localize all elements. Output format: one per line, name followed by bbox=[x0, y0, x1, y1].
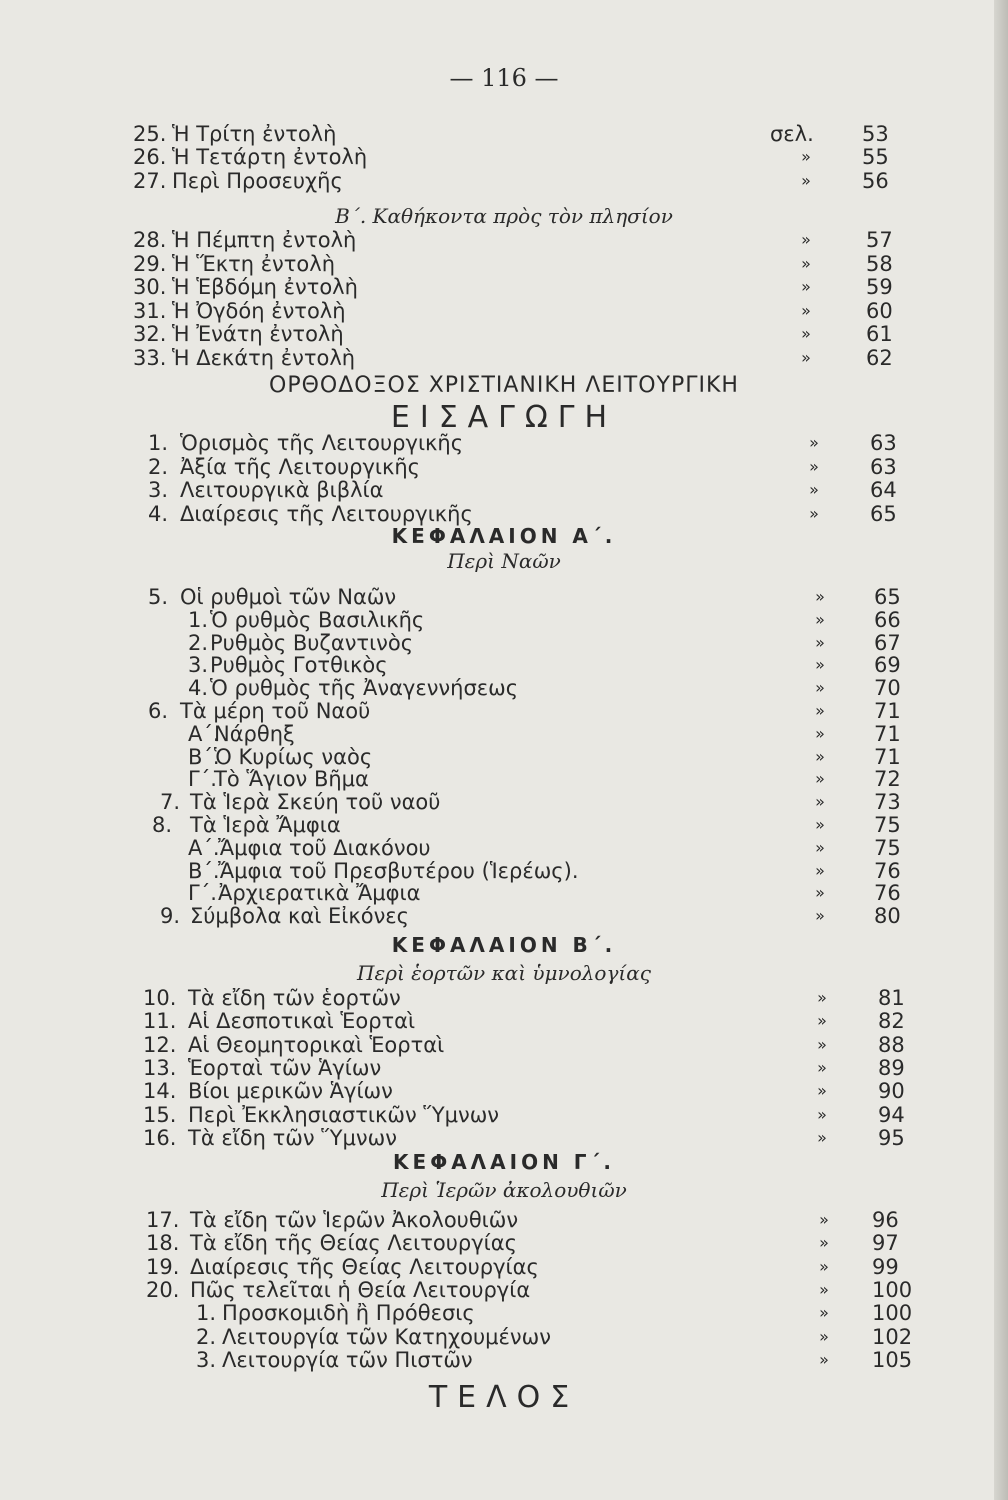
entry-page: 90 bbox=[878, 1079, 905, 1104]
entry-number: 31. bbox=[133, 298, 167, 323]
toc-entry bbox=[0, 836, 1008, 860]
entry-number: 2. bbox=[196, 1324, 217, 1349]
entry-page: 62 bbox=[866, 345, 893, 370]
entry-title: Ὁ ρυθμὸς τῆς Ἀναγεννήσεως bbox=[210, 676, 519, 701]
ditto-mark: » bbox=[815, 792, 825, 812]
entry-page: 97 bbox=[872, 1231, 899, 1256]
toc-entry bbox=[0, 585, 1008, 609]
entry-page: 55 bbox=[862, 145, 889, 170]
toc-entry bbox=[0, 1325, 1008, 1349]
toc-entry bbox=[0, 252, 1008, 276]
toc-entry bbox=[0, 169, 1008, 193]
ditto-mark: » bbox=[815, 632, 825, 652]
entry-number: 33. bbox=[133, 345, 167, 370]
entry-number: 13. bbox=[143, 1055, 177, 1080]
ditto-mark: » bbox=[809, 433, 819, 452]
entry-title: Ἀρχιερατικὰ Ἄμφια bbox=[218, 881, 421, 906]
ditto-mark: » bbox=[815, 883, 825, 903]
entry-page: 59 bbox=[866, 275, 893, 299]
entry-page: 105 bbox=[872, 1347, 913, 1372]
ditto-mark: » bbox=[817, 1104, 827, 1124]
ditto-mark: » bbox=[819, 1279, 829, 1299]
toc-entry bbox=[0, 322, 1008, 346]
entry-page: 88 bbox=[878, 1032, 905, 1057]
toc-entry bbox=[0, 1231, 1008, 1255]
entry-number: 7. bbox=[160, 790, 181, 815]
ditto-mark: » bbox=[801, 230, 811, 249]
toc-entry bbox=[0, 986, 1008, 1010]
entry-page: 67 bbox=[874, 630, 901, 655]
chapter-heading: ΚΕΦΑΛΑΙΟΝ Γ΄. bbox=[393, 1150, 615, 1174]
toc-entry bbox=[0, 299, 1008, 323]
entry-page: 75 bbox=[874, 813, 901, 837]
page-label: σελ. bbox=[770, 122, 814, 146]
ditto-mark: » bbox=[817, 1127, 827, 1147]
entry-page: 76 bbox=[874, 881, 901, 906]
ditto-mark: » bbox=[801, 170, 811, 190]
entry-title: Τὰ εἴδη τῶν ἑορτῶν bbox=[188, 986, 401, 1010]
entry-number: 25. bbox=[133, 122, 167, 146]
entry-title: Ἡ Τετάρτη ἐντολὴ bbox=[172, 145, 368, 170]
entry-title: Περὶ Προσευχῆς bbox=[172, 168, 343, 193]
entry-title: Τὰ εἴδη τῶν Ἱερῶν Ἀκολουθιῶν bbox=[190, 1208, 519, 1232]
entry-number: 18. bbox=[146, 1231, 180, 1256]
entry-title: Ρυθμὸς Βυζαντινὸς bbox=[210, 630, 414, 655]
entry-number: 1. bbox=[148, 431, 169, 455]
entry-title: Νάρθηξ bbox=[214, 721, 295, 746]
toc-entry bbox=[0, 1103, 1008, 1127]
toc-entry bbox=[0, 275, 1008, 299]
entry-title: Ἡ Ἑβδόμη ἐντολὴ bbox=[172, 275, 358, 299]
entry-number: 9. bbox=[160, 904, 181, 929]
toc-entry bbox=[0, 904, 1008, 928]
entry-number: 4. bbox=[188, 676, 209, 701]
ditto-mark: » bbox=[801, 253, 811, 273]
ditto-mark: » bbox=[817, 1011, 827, 1031]
toc-entry bbox=[0, 676, 1008, 700]
entry-number: 19. bbox=[146, 1254, 180, 1279]
toc-entry bbox=[0, 1079, 1008, 1103]
entry-title: Ἄμφια τοῦ Διακόνου bbox=[218, 835, 431, 860]
entry-number: Γ΄. bbox=[188, 767, 217, 792]
entry-page: 75 bbox=[874, 835, 901, 860]
entry-page: 69 bbox=[874, 653, 901, 678]
ditto-mark: » bbox=[815, 860, 825, 880]
toc-entry bbox=[0, 790, 1008, 814]
entry-title: Λειτουργικὰ βιβλία bbox=[180, 478, 384, 502]
toc-entry bbox=[0, 431, 1008, 455]
ditto-mark: » bbox=[815, 655, 825, 675]
toc-entry bbox=[0, 699, 1008, 723]
entry-number: Γ΄. bbox=[188, 881, 217, 906]
toc-entry bbox=[0, 1208, 1008, 1232]
entry-title: Ἡ Πέμπτη ἐντολὴ bbox=[172, 228, 357, 252]
entry-page: 81 bbox=[878, 986, 905, 1010]
entry-number: 2. bbox=[148, 454, 169, 479]
ditto-mark: » bbox=[801, 300, 811, 320]
toc-entry bbox=[0, 145, 1008, 169]
main-title: ΟΡΘΟΔΟΞΟΣ ΧΡΙΣΤΙΑΝΙΚΗ ΛΕΙΤΟΥΡΓΙΚΗ bbox=[269, 373, 739, 398]
toc-entry bbox=[0, 653, 1008, 677]
entry-page: 71 bbox=[874, 721, 901, 746]
entry-page: 80 bbox=[874, 904, 901, 929]
entry-page: 100 bbox=[872, 1301, 913, 1326]
entry-page: 73 bbox=[874, 790, 901, 815]
entry-number: 28. bbox=[133, 228, 167, 252]
entry-title: Βίοι μερικῶν Ἁγίων bbox=[188, 1079, 393, 1104]
ditto-mark: » bbox=[817, 1057, 827, 1077]
ditto-mark: » bbox=[819, 1303, 829, 1323]
toc-entry bbox=[0, 1033, 1008, 1057]
ditto-mark: » bbox=[819, 1210, 829, 1229]
ditto-mark: » bbox=[815, 678, 825, 698]
entry-title: Οἱ ρυθμοὶ τῶν Ναῶν bbox=[180, 585, 397, 609]
toc-entry bbox=[0, 722, 1008, 746]
entry-title: Τὰ μέρη τοῦ Ναοῦ bbox=[180, 699, 371, 723]
entry-page: 96 bbox=[872, 1208, 899, 1232]
ditto-mark: » bbox=[801, 147, 811, 167]
entry-number: Α΄. bbox=[188, 721, 220, 746]
page-number: — 116 — bbox=[449, 64, 559, 92]
entry-title: Διαίρεσις τῆς Θείας Λειτουργίας bbox=[190, 1254, 539, 1279]
entry-page: 102 bbox=[872, 1324, 913, 1349]
ditto-mark: » bbox=[815, 701, 825, 720]
toc-entry bbox=[0, 881, 1008, 905]
entry-page: 71 bbox=[874, 699, 901, 723]
entry-title: Αἱ Θεομητορικαὶ Ἑορταὶ bbox=[188, 1032, 445, 1057]
entry-title: Τὰ Ἱερὰ Σκεύη τοῦ ναοῦ bbox=[190, 790, 441, 815]
entry-title: Λειτουργία τῶν Κατηχουμένων bbox=[222, 1324, 551, 1349]
entry-title: Αἱ Δεσποτικαὶ Ἑορταὶ bbox=[188, 1009, 416, 1034]
entry-title: Ἡ Ἐνάτη ἐντολὴ bbox=[172, 322, 344, 346]
entry-title: Ρυθμὸς Γοτθικὸς bbox=[210, 653, 388, 678]
chapter-subtitle: Περὶ Ἱερῶν ἀκολουθιῶν bbox=[381, 1178, 627, 1202]
entry-number: Α΄. bbox=[188, 835, 220, 860]
entry-title: Προσκομιδὴ ἢ Πρόθεσις bbox=[222, 1301, 475, 1326]
entry-page: 72 bbox=[874, 767, 901, 792]
toc-entry bbox=[0, 346, 1008, 370]
ditto-mark: » bbox=[819, 1233, 829, 1253]
toc-entry bbox=[0, 631, 1008, 655]
entry-page: 94 bbox=[878, 1102, 905, 1127]
entry-number: 1. bbox=[196, 1301, 217, 1326]
ditto-mark: » bbox=[819, 1349, 829, 1369]
entry-title: Τὰ εἴδη τῶν Ὕμνων bbox=[188, 1125, 397, 1150]
toc-entry bbox=[0, 608, 1008, 632]
toc-entry bbox=[0, 1348, 1008, 1372]
entry-number: 15. bbox=[143, 1102, 177, 1127]
entry-page: 95 bbox=[878, 1125, 905, 1150]
entry-number: 17. bbox=[146, 1208, 180, 1232]
entry-page: 64 bbox=[870, 478, 897, 502]
entry-number: 26. bbox=[133, 145, 167, 170]
entry-page: 70 bbox=[874, 676, 901, 701]
intro-title: ΕΙΣΑΓΩΓΗ bbox=[390, 400, 618, 435]
entry-title: Σύμβολα καὶ Εἰκόνες bbox=[190, 904, 409, 929]
entry-page: 82 bbox=[878, 1009, 905, 1034]
toc-entry bbox=[0, 228, 1008, 252]
entry-number: 27. bbox=[133, 168, 167, 193]
toc-entry bbox=[0, 1056, 1008, 1080]
entry-number: 2. bbox=[188, 630, 209, 655]
entry-title: Ἄμφια τοῦ Πρεσβυτέρου (Ἱερέως). bbox=[218, 858, 579, 883]
ditto-mark: » bbox=[815, 587, 825, 606]
entry-number: 16. bbox=[143, 1125, 177, 1150]
entry-number: 32. bbox=[133, 322, 167, 346]
ditto-mark: » bbox=[809, 480, 819, 499]
entry-title: Ὁρισμὸς τῆς Λειτουργικῆς bbox=[180, 431, 464, 455]
entry-number: 20. bbox=[146, 1277, 180, 1302]
entry-number: Β΄. bbox=[188, 858, 220, 883]
entry-page: 58 bbox=[866, 251, 893, 276]
entry-number: 11. bbox=[143, 1009, 177, 1034]
entry-title: Πῶς τελεῖται ἡ Θεία Λειτουργία bbox=[190, 1277, 531, 1302]
entry-page: 61 bbox=[866, 322, 893, 346]
entry-page: 66 bbox=[874, 607, 901, 632]
entry-number: 10. bbox=[143, 986, 177, 1010]
entry-title: Διαίρεσις τῆς Λειτουργικῆς bbox=[180, 501, 473, 526]
chapter-heading: ΚΕΦΑΛΑΙΟΝ Β΄. bbox=[391, 933, 617, 957]
entry-page: 76 bbox=[874, 858, 901, 883]
entry-page: 71 bbox=[874, 744, 901, 769]
entry-number: 5. bbox=[148, 585, 169, 609]
entry-title: Περὶ Ἐκκλησιαστικῶν Ὕμνων bbox=[188, 1102, 500, 1127]
entry-number: 14. bbox=[143, 1079, 177, 1104]
entry-number: 1. bbox=[188, 607, 209, 632]
entry-page: 63 bbox=[870, 431, 897, 455]
entry-number: 3. bbox=[196, 1347, 217, 1372]
entry-title: Ἡ Δεκάτη ἐντολὴ bbox=[172, 345, 356, 370]
ditto-mark: » bbox=[809, 456, 819, 476]
entry-page: 57 bbox=[866, 228, 893, 252]
end-title: ΤΕΛΟΣ bbox=[428, 1380, 580, 1415]
ditto-mark: » bbox=[815, 746, 825, 766]
entry-page: 56 bbox=[862, 168, 889, 193]
entry-page: 89 bbox=[878, 1055, 905, 1080]
toc-entry bbox=[0, 478, 1008, 502]
ditto-mark: » bbox=[801, 324, 811, 343]
toc-entry bbox=[0, 122, 1008, 146]
toc-entry bbox=[0, 1301, 1008, 1325]
ditto-mark: » bbox=[815, 723, 825, 743]
chapter-heading: ΚΕΦΑΛΑΙΟΝ Α΄. bbox=[391, 524, 617, 548]
ditto-mark: » bbox=[817, 988, 827, 1007]
ditto-mark: » bbox=[809, 503, 819, 523]
toc-entry bbox=[0, 745, 1008, 769]
entry-title: Ἑορταὶ τῶν Ἁγίων bbox=[188, 1055, 382, 1080]
toc-entry bbox=[0, 1278, 1008, 1302]
section-heading: Β΄. Καθήκοντα πρὸς τὸν πλησίον bbox=[335, 204, 673, 228]
ditto-mark: » bbox=[815, 837, 825, 857]
entry-title: Τὰ Ἱερὰ Ἄμφια bbox=[190, 813, 341, 837]
ditto-mark: » bbox=[815, 815, 825, 834]
chapter-subtitle: Περὶ Ναῶν bbox=[447, 549, 561, 573]
toc-entry bbox=[0, 813, 1008, 837]
ditto-mark: » bbox=[817, 1034, 827, 1054]
entry-title: Ἡ Τρίτη ἐντολὴ bbox=[172, 122, 337, 146]
ditto-mark: » bbox=[801, 347, 811, 367]
entry-number: 29. bbox=[133, 251, 167, 276]
entry-number: 4. bbox=[148, 501, 169, 526]
toc-entry bbox=[0, 767, 1008, 791]
ditto-mark: » bbox=[815, 906, 825, 926]
ditto-mark: » bbox=[815, 609, 825, 629]
entry-number: 12. bbox=[143, 1032, 177, 1057]
entry-title: Τὸ Ἅγιον Βῆμα bbox=[214, 767, 369, 792]
entry-page: 53 bbox=[862, 122, 889, 146]
toc-entry bbox=[0, 1009, 1008, 1033]
entry-title: Λειτουργία τῶν Πιστῶν bbox=[222, 1347, 473, 1372]
ditto-mark: » bbox=[819, 1256, 829, 1276]
entry-number: 6. bbox=[148, 699, 169, 723]
entry-page: 65 bbox=[870, 501, 897, 526]
entry-number: 8. bbox=[152, 813, 173, 837]
ditto-mark: » bbox=[801, 277, 811, 296]
entry-page: 60 bbox=[866, 298, 893, 323]
entry-title: Ἡ Ὀγδόη ἐντολὴ bbox=[172, 298, 346, 323]
toc-entry bbox=[0, 859, 1008, 883]
ditto-mark: » bbox=[817, 1081, 827, 1101]
toc-entry bbox=[0, 1255, 1008, 1279]
entry-title: Ἀξία τῆς Λειτουργικῆς bbox=[180, 454, 420, 479]
toc-entry bbox=[0, 455, 1008, 479]
chapter-subtitle: Περὶ ἑορτῶν καὶ ὑμνολογίας bbox=[357, 961, 651, 985]
toc-entry bbox=[0, 1126, 1008, 1150]
entry-number: 30. bbox=[133, 275, 167, 299]
entry-number: 3. bbox=[148, 478, 169, 502]
entry-title: Τὰ εἴδη τῆς Θείας Λειτουργίας bbox=[190, 1231, 517, 1256]
entry-title: Ὁ ρυθμὸς Βασιλικῆς bbox=[210, 607, 425, 632]
ditto-mark: » bbox=[819, 1326, 829, 1346]
entry-page: 99 bbox=[872, 1254, 899, 1279]
entry-number: 3. bbox=[188, 653, 209, 678]
entry-page: 65 bbox=[874, 585, 901, 609]
entry-title: Ὁ Κυρίως ναὸς bbox=[214, 744, 373, 769]
toc-entry bbox=[0, 502, 1008, 526]
entry-number: Β΄. bbox=[188, 744, 220, 769]
entry-title: Ἡ Ἕκτη ἐντολὴ bbox=[172, 251, 336, 276]
entry-page: 63 bbox=[870, 454, 897, 479]
ditto-mark: » bbox=[815, 769, 825, 789]
entry-page: 100 bbox=[872, 1277, 913, 1302]
